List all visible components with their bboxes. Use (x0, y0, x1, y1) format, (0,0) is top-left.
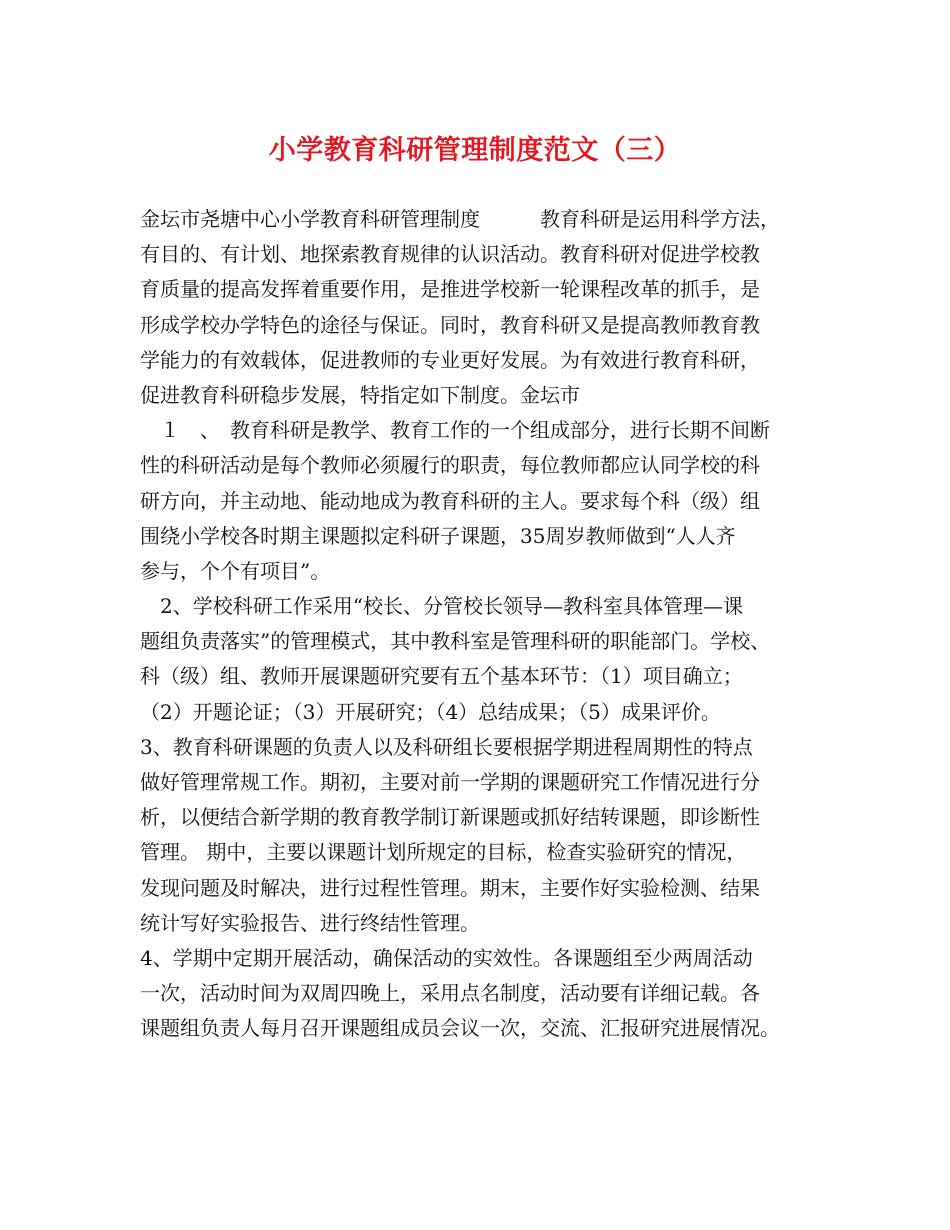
body-line: 4、学期中定期开展活动，确保活动的实效性。各课题组至少两周活动 (140, 945, 753, 970)
body-line: 一次，活动时间为双周四晚上，采用点名制度，活动要有详细记载。各 (140, 981, 760, 1006)
body-line: 促进教育科研稳步发展，特指定如下制度。金坛市 (140, 382, 580, 407)
document-body (140, 202, 830, 1047)
body-line: 性的科研活动是每个教师必须履行的职责，每位教师都应认同学校的科 (140, 453, 760, 478)
body-line: 3、教育科研课题的负责人以及科研组长要根据学期进程周期性的特点 (140, 734, 753, 759)
body-line: 参与，个个有项目”。 (140, 558, 331, 583)
body-line: １ 、 教育科研是教学、教育工作的一个组成部分，进行长期不间断 (140, 418, 770, 443)
body-line: 学能力的有效载体，促进教师的专业更好发展。为有效进行教育科研， (140, 347, 760, 372)
body-line: 育质量的提高发挥着重要作用，是推进学校新一轮课程改革的抓手，是 (140, 277, 760, 302)
body-line: 题组负责落实”的管理模式，其中教科室是管理科研的职能部门。学校、 (140, 629, 771, 654)
body-line: 管理。 期中，主要以课题计划所规定的目标，检查实验研究的情况， (140, 840, 747, 865)
document-title: 小学教育科研管理制度范文（三） (268, 135, 682, 166)
body-line: 课题组负责人每月召开课题组成员会议一次，交流、汇报研究进展情况。 (140, 1016, 780, 1041)
body-line: （2）开题论证；（3）开展研究；（4）总结成果；（5）成果评价。 (140, 699, 721, 724)
body-line: 析，以便结合新学期的教育教学制订新课题或抓好结转课题，即诊断性 (140, 805, 760, 830)
body-line: 统计写好实验报告、进行终结性管理。 (140, 910, 480, 935)
body-line: 研方向，并主动地、能动地成为教育科研的主人。要求每个科（级）组 (140, 488, 760, 513)
body-line: 2、学校科研工作采用“校长、分管校长领导—教科室具体管理—课 (140, 594, 743, 619)
body-line: 金坛市尧塘中心小学教育科研管理制度 教育科研是运用科学方法， (140, 207, 780, 231)
body-line: 有目的、有计划、地探索教育规律的认识活动。教育科研对促进学校教 (140, 242, 760, 267)
body-line: 围绕小学校各时期主课题拟定科研子课题，35周岁教师做到“人人齐 (140, 523, 736, 548)
body-line: 做好管理常规工作。期初，主要对前一学期的课题研究工作情况进行分 (140, 770, 760, 794)
body-line: 发现问题及时解决，进行过程性管理。期末，主要作好实验检测、结果 (140, 875, 760, 900)
body-line: 科（级）组、教师开展课题研究要有五个基本环节：（1）项目确立； (140, 664, 743, 689)
body-line: 形成学校办学特色的途径与保证。同时，教育科研又是提高教师教育教 (140, 312, 760, 337)
